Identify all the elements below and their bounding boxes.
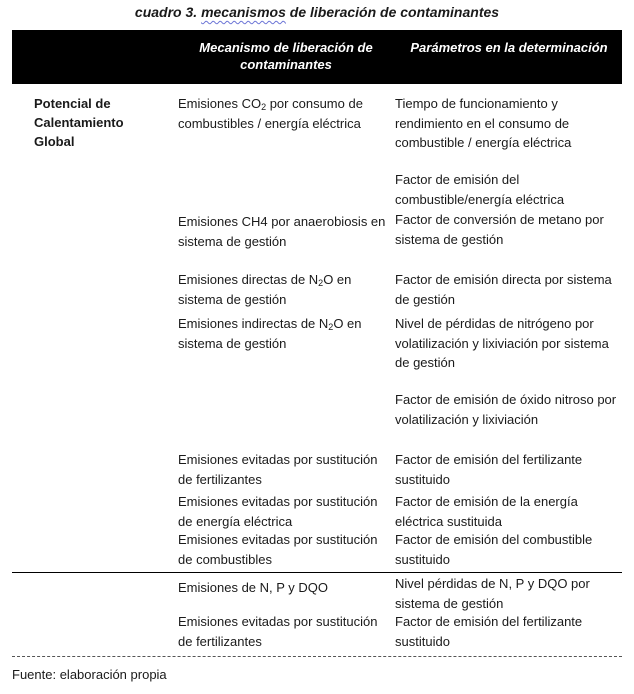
mechanism-cell: Emisiones directas de $N_2O$ en sistema de gestión: [178, 272, 352, 307]
table-bottom-border: [12, 656, 622, 657]
parameter-cell: Factor de emisión del fertilizante sustituido: [395, 452, 583, 487]
table-header: [12, 30, 622, 84]
parameter-cell: Tiempo de funcionamiento y rendimiento en el consumo de combustible / energía eléctrica: [395, 96, 572, 150]
section-divider: [12, 572, 622, 573]
mechanism-cell: Emisiones evitadas por sustitución de energía eléctrica: [178, 494, 378, 529]
header-parameters: Parámetros en la determinación: [410, 40, 608, 55]
parameter-cell: Factor de emisión del fertilizante sustituido: [395, 614, 583, 649]
mechanism-cell: Emisiones indirectas de $N_2O$ en sistema de gestión: [178, 316, 362, 351]
title-suffix: de liberación de contaminantes: [285, 4, 500, 20]
mechanism-cell: Emisiones CH4 por anaerobiosis en sistema de gestión: [178, 214, 386, 249]
parameter-cell: Factor de emisión de la energía eléctrica sustituida: [395, 494, 578, 529]
mechanism-cell: Emisiones de N, P y DQO: [178, 580, 329, 595]
mechanism-cell: Emisiones $CO_2$ por consumo de combustibles / energía eléctrica: [178, 96, 363, 131]
mechanism-cell: Emisiones evitadas por sustitución de fertilizantes: [178, 614, 378, 649]
parameter-cell: Nivel de pérdidas de nitrógeno por volatilización y lixiviación por sistema de gestión: [395, 316, 609, 370]
parameter-cell: Factor de emisión del combustible/energía eléctrica: [395, 172, 565, 207]
parameter-cell: Factor de emisión directa por sistema de gestión: [395, 272, 612, 307]
mechanism-cell: Emisiones evitadas por sustitución de fertilizantes: [178, 452, 378, 487]
row-group-label: Potencial de Calentamiento Global: [34, 96, 124, 149]
parameter-cell: Factor de emisión de óxido nitroso por volatilización y lixiviación: [395, 392, 617, 427]
title-underlined-word: mecanismos: [201, 4, 286, 20]
title-prefix: cuadro 3.: [134, 4, 202, 20]
table-title: [0, 2, 634, 22]
mechanism-cell: Emisiones evitadas por sustitución de combustibles: [178, 532, 378, 567]
parameter-cell: Nivel pérdidas de N, P y DQO por sistema de gestión: [395, 576, 590, 611]
header-mechanism: Mecanismo de liberación de contaminantes: [199, 40, 373, 72]
parameter-cell: Factor de emisión del combustible sustituido: [395, 532, 593, 567]
parameter-cell: Factor de conversión de metano por sistema de gestión: [395, 212, 604, 247]
source-note: Fuente: elaboración propia: [12, 667, 167, 682]
